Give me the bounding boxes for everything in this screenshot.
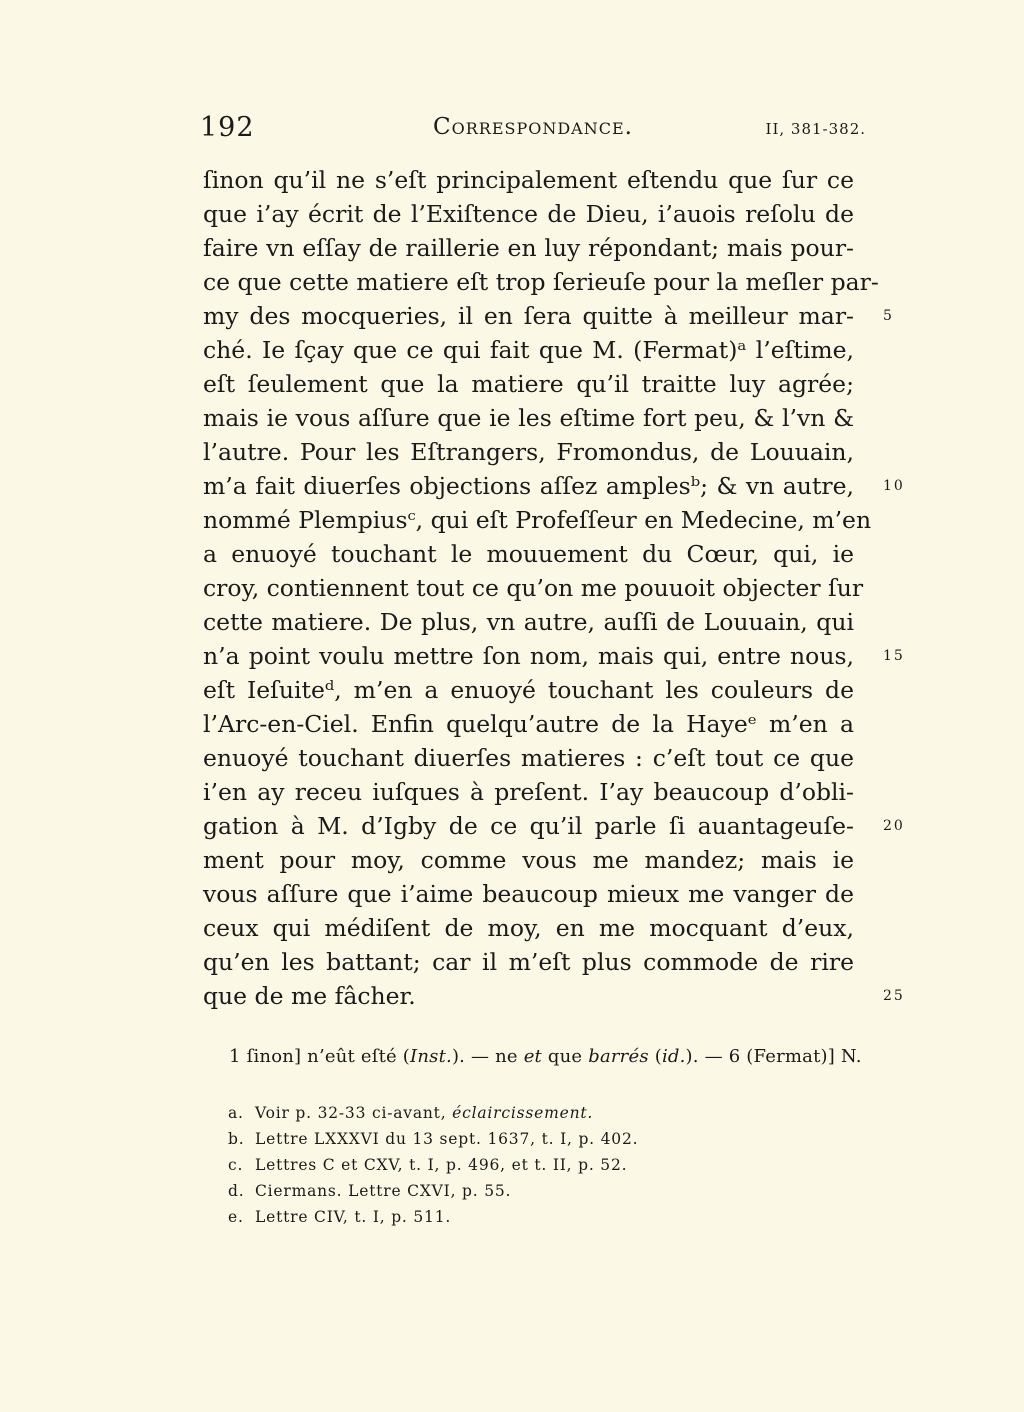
text-line: mais ie vous aſſure que ie les eſtime fort peu, & l’vn & [203, 404, 854, 432]
text-line: a enuoyé touchant le mouuement du Cœur, qui, ie [203, 540, 854, 568]
text-line: m’a fait diuerſes objections aſſez amplesᵇ; & vn autre, 10 [203, 469, 854, 503]
text-line: eſt ſeulement que la matiere qu’il traitte luy agrée; [203, 370, 854, 398]
line-number: 25 [883, 988, 905, 1004]
line-number: 20 [883, 818, 905, 834]
footnote: d. Ciermans. Lettre CXVI, p. 55. [228, 1178, 638, 1204]
footnote-letter: d. [228, 1182, 245, 1200]
text-line: my des mocqueries, il en ſera quitte à meilleur mar- 5 [203, 299, 854, 333]
footnote: e. Lettre CIV, t. I, p. 511. [228, 1204, 638, 1230]
text-line: croy, contiennent tout ce qu’on me pouuoit objecter ſur [203, 574, 864, 602]
text-line: cette matiere. De plus, vn autre, auſſi de Louuain, qui [203, 608, 854, 636]
text-line: l’autre. Pour les Eſtrangers, Fromondus, de Louuain, [203, 438, 854, 466]
footnote: b. Lettre LXXXVI du 13 sept. 1637, t. I, p. 402. [228, 1126, 638, 1152]
text-line: faire vn eſſay de raillerie en luy répondant; mais pour- [203, 234, 854, 262]
line-number: 5 [883, 308, 894, 324]
text-line: nommé Plempiusᶜ, qui eſt Profeſſeur en Medecine, m’en [203, 506, 872, 534]
textual-variant-note: 1 ſinon] n’eût eſté (Inst.). — ne et que barrés (id.). — 6 (Fermat)] N. [229, 1046, 862, 1067]
text-line: n’a point voulu mettre ſon nom, mais qui, entre nous, 15 [203, 639, 854, 673]
text-line: ceux qui médiſent de moy, en me mocquant d’eux, [203, 914, 854, 942]
running-title: Correspondance. [433, 114, 633, 140]
volume-reference: II, 381-382. [765, 120, 866, 138]
text-line: ment pour moy, comme vous me mandez; mais ie [203, 846, 854, 874]
line-number: 15 [883, 648, 905, 664]
text-line: ce que cette matiere eſt trop ſerieuſe pour la meſler par- [203, 268, 879, 296]
page-header [200, 112, 866, 152]
footnote-letter: b. [228, 1130, 245, 1148]
footnote: c. Lettres C et CXV, t. I, p. 496, et t. II, p. 52. [228, 1152, 638, 1178]
text-line: enuoyé touchant diuerſes matieres : c’eſt tout ce que [203, 744, 854, 772]
text-line: ché. Ie ſçay que ce qui fait que M. (Fermat)ᵃ l’eſtime, [203, 336, 854, 364]
text-line: l’Arc-en-Ciel. Enfin quelqu’autre de la Hayeᵉ m’en a [203, 710, 854, 738]
variant-line-number: 1 [229, 1046, 241, 1067]
text-line: ſinon qu’il ne s’eſt principalement eſtendu que ſur ce [203, 166, 854, 194]
footnote: a. Voir p. 32-33 ci-avant, éclaircissement. [228, 1100, 638, 1126]
text-line: que i’ay écrit de l’Exiſtence de Dieu, i’auois reſolu de [203, 200, 854, 228]
letter-text [203, 163, 905, 1013]
footnotes [228, 1100, 638, 1230]
text-line: que de me fâcher. 25 [203, 979, 854, 1013]
text-line: gation à M. d’Igby de ce qu’il parle ſi auantageuſe- 20 [203, 809, 854, 843]
footnote-letter: c. [228, 1156, 244, 1174]
text-line: qu’en les battant; car il m’eſt plus commode de rire [203, 948, 854, 976]
line-number: 10 [883, 478, 905, 494]
footnote-letter: e. [228, 1208, 244, 1226]
text-line: i’en ay receu iuſques à preſent. I’ay beaucoup d’obli- [203, 778, 854, 806]
footnote-letter: a. [228, 1104, 244, 1122]
text-line: vous aſſure que i’aime beaucoup mieux me vanger de [203, 880, 854, 908]
page-number: 192 [200, 112, 255, 143]
text-line: eſt Ieſuiteᵈ, m’en a enuoyé touchant les couleurs de [203, 676, 854, 704]
